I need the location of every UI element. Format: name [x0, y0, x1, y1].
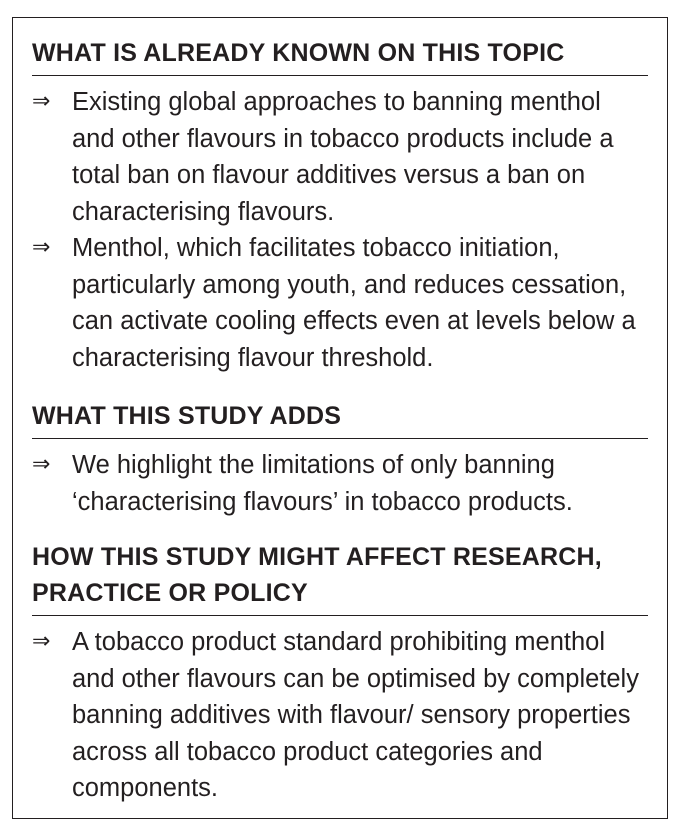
list-item-text: We highlight the limitations of only banning ‘characterising flavours’ in tobacco products. [72, 451, 573, 516]
double-arrow-icon: ⇒ [32, 452, 51, 477]
section-heading-line: HOW THIS STUDY MIGHT AFFECT RESEARCH, [32, 543, 602, 571]
double-arrow-icon: ⇒ [32, 629, 51, 654]
section-heading: WHAT THIS STUDY ADDS [32, 398, 648, 439]
section-study-adds [32, 398, 648, 520]
list-item [32, 447, 648, 520]
bullet-list [32, 447, 648, 520]
list-item [32, 230, 648, 376]
bullet-list [32, 624, 648, 807]
section-heading-line: PRACTICE OR POLICY [32, 579, 308, 607]
section-affect-policy [32, 539, 648, 807]
section-heading: WHAT IS ALREADY KNOWN ON THIS TOPIC [32, 35, 648, 76]
list-item-text: Existing global approaches to banning menthol and other flavours in tobacco products include a total ban on flavour additives versus a ban on characterising flavours. [72, 88, 614, 226]
double-arrow-icon: ⇒ [32, 235, 51, 260]
key-messages-box [12, 17, 668, 819]
double-arrow-icon: ⇒ [32, 89, 51, 114]
list-item [32, 624, 648, 807]
list-item-text: Menthol, which facilitates tobacco initiation, particularly among youth, and reduces cessation, can activate cooling effects even at levels below a characterising flavour threshold. [72, 234, 636, 372]
list-item-text: A tobacco product standard prohibiting menthol and other flavours can be optimised by completely banning additives with flavour/ sensory properties across all tobacco product categories and components. [72, 628, 639, 802]
section-heading [32, 539, 648, 616]
bullet-list [32, 84, 648, 376]
section-already-known [32, 35, 648, 376]
list-item [32, 84, 648, 230]
